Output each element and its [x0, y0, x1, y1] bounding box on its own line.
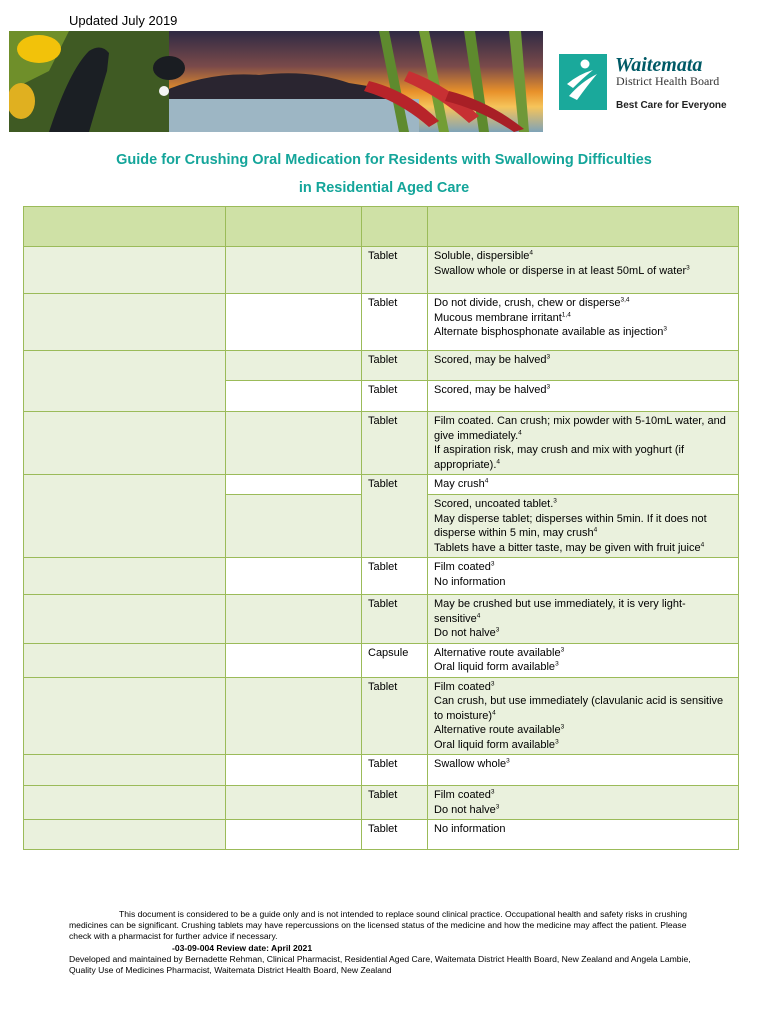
brand-cell: [226, 643, 362, 677]
note-line: [434, 723, 732, 738]
reference-superscript: 3: [490, 788, 495, 796]
dose-form-cell: Tablet: [362, 412, 428, 475]
banner-illustration: [9, 31, 543, 132]
note-text: Alternative route available: [434, 646, 561, 659]
note-line: [434, 803, 732, 818]
medication-name-cell: [24, 755, 226, 786]
header-cell: [226, 207, 362, 247]
note-line: [434, 541, 732, 556]
notes-cell: [428, 294, 739, 351]
note-line: [434, 757, 732, 772]
note-line: [434, 646, 732, 661]
note-text: If aspiration risk, may crush and mix with yoghurt (if appropriate).: [434, 444, 685, 471]
brand-cell: [226, 495, 362, 558]
medication-table: [23, 206, 739, 850]
note-line: [434, 443, 732, 472]
notes-cell: [428, 475, 739, 495]
note-text: Scored, may be halved: [434, 354, 547, 366]
logo-mark-icon: [559, 54, 607, 110]
dose-form-cell: Tablet: [362, 381, 428, 412]
note-text: Soluble, dispersible: [434, 250, 530, 262]
header-banner-image: [9, 31, 543, 132]
brand-cell: [226, 820, 362, 850]
table-row: [24, 643, 739, 677]
footer-credits: Developed and maintained by Bernadette Rehman, Clinical Pharmacist, Residential Aged Care, Waitemata District Health Board, New Zealand and Angela Lambie, Quality Use of Medicines Pharmacist, Waitemata District Health Board, New Zealand: [69, 953, 691, 976]
medication-name-cell: [24, 820, 226, 850]
footer-disclaimer: This document is considered to be a guide only and is not intended to replace sound clinical practice. Occupational health and safety risks in crushing medicines can be significant. Crushing tablets may have repercussions on the licensed status of the medicine and how the medicine may affect the patient. Please check with a pharmacist for further advice if necessary.: [69, 909, 687, 942]
notes-cell: [428, 643, 739, 677]
note-text: Oral liquid form available: [434, 661, 556, 673]
dose-form-cell: Tablet: [362, 786, 428, 820]
notes-cell: [428, 595, 739, 644]
note-text: Film coated: [434, 561, 491, 573]
notes-cell: [428, 381, 739, 412]
reference-superscript: 4: [496, 457, 500, 465]
table-row: [24, 412, 739, 475]
note-text: Film coated: [434, 680, 491, 693]
reference-superscript: 4: [492, 708, 496, 716]
note-text: May crush: [434, 478, 485, 490]
note-text: Do not divide, crush, chew or disperse: [434, 297, 621, 309]
note-text: Alternative route available: [434, 724, 561, 736]
note-text: May disperse tablet; disperses within 5min. If it does not disperse within 5 min, may crush: [434, 512, 707, 539]
note-line: [434, 575, 732, 590]
reference-superscript: 3: [490, 679, 495, 687]
notes-cell: [428, 247, 739, 294]
note-line: [434, 497, 732, 512]
dose-form-cell: Tablet: [362, 247, 428, 294]
reference-superscript: 3: [546, 353, 551, 361]
reference-superscript: 3: [663, 325, 667, 333]
note-text: Mucous membrane irritant: [434, 311, 562, 324]
logo-name: Waitemata: [615, 54, 703, 76]
note-line: [434, 660, 732, 675]
reference-superscript: 3: [686, 263, 690, 271]
note-line: [434, 560, 732, 575]
dose-form-cell: Capsule: [362, 643, 428, 677]
reference-superscript: 3: [560, 645, 565, 653]
notes-cell: [428, 677, 739, 755]
table-row: [24, 595, 739, 644]
medication-name-cell: [24, 643, 226, 677]
table-row: [24, 755, 739, 786]
medication-name-cell: [24, 475, 226, 558]
medication-name-cell: [24, 677, 226, 755]
note-line: [434, 296, 732, 311]
brand-cell: [226, 381, 362, 412]
note-line: [434, 788, 732, 803]
notes-cell: [428, 755, 739, 786]
note-text: No information: [434, 823, 506, 835]
notes-cell: [428, 820, 739, 850]
dose-form-cell: Tablet: [362, 755, 428, 786]
table-row: [24, 475, 739, 495]
header-cell: [24, 207, 226, 247]
reference-superscript: 4: [518, 428, 522, 436]
note-line: [434, 477, 732, 492]
reference-superscript: 4: [529, 249, 534, 257]
reference-superscript: 3: [495, 802, 500, 810]
updated-date: Updated July 2019: [69, 13, 178, 28]
medication-name-cell: [24, 412, 226, 475]
table-row: [24, 558, 739, 595]
reference-superscript: 3: [555, 737, 559, 745]
reference-superscript: 3: [546, 383, 551, 391]
table-row: [24, 677, 739, 755]
dose-form-cell: Tablet: [362, 820, 428, 850]
note-line: [434, 325, 732, 340]
reference-superscript: 3: [555, 660, 559, 668]
note-line: [434, 626, 732, 641]
notes-cell: [428, 558, 739, 595]
note-text: Scored, may be halved: [434, 384, 547, 396]
note-text: May be crushed but use immediately, it is very light-sensitive: [434, 598, 686, 625]
page-subtitle: in Residential Aged Care: [298, 180, 470, 196]
reference-superscript: 3: [506, 757, 510, 765]
notes-cell: [428, 412, 739, 475]
note-line: [434, 822, 732, 837]
note-text: Alternate bisphosphonate available as injection: [434, 326, 664, 338]
note-line: [434, 264, 732, 279]
note-text: Tablets have a bitter taste, may be given with fruit juice: [434, 541, 701, 554]
reference-superscript: 4: [484, 477, 489, 485]
reference-superscript: 4: [700, 540, 705, 548]
dose-form-cell: Tablet: [362, 475, 428, 558]
brand-cell: [226, 475, 362, 495]
note-text: Swallow whole: [434, 758, 507, 770]
brand-cell: [226, 786, 362, 820]
note-line: [434, 311, 732, 326]
note-line: [434, 738, 732, 753]
note-line: [434, 597, 732, 626]
dose-form-cell: Tablet: [362, 294, 428, 351]
note-line: [434, 353, 732, 368]
table-row: [24, 351, 739, 381]
reference-superscript: 3: [495, 626, 500, 634]
dose-form-cell: Tablet: [362, 351, 428, 381]
logo-subtitle: District Health Board: [616, 74, 720, 88]
medication-name-cell: [24, 595, 226, 644]
note-text: Do not halve: [434, 803, 496, 816]
page-title: Guide for Crushing Oral Medication for Residents with Swallowing Difficulties: [116, 152, 652, 168]
note-text: Oral liquid form available: [434, 738, 556, 751]
reference-superscript: 3,4: [620, 296, 630, 304]
note-text: Do not halve: [434, 627, 496, 639]
medication-name-cell: [24, 351, 226, 412]
reference-superscript: 3: [490, 560, 495, 568]
table-row: [24, 820, 739, 850]
brand-cell: [226, 755, 362, 786]
note-line: [434, 249, 732, 264]
dose-form-cell: Tablet: [362, 677, 428, 755]
header-cell: [362, 207, 428, 247]
footer-review-date: -03-09-004 Review date: April 2021: [172, 942, 313, 953]
table-body: [24, 247, 739, 850]
note-text: No information: [434, 575, 506, 588]
footer: [69, 909, 709, 976]
brand-cell: [226, 677, 362, 755]
brand-cell: [226, 595, 362, 644]
note-text: Film coated: [434, 789, 491, 801]
dose-form-cell: Tablet: [362, 558, 428, 595]
brand-cell: [226, 412, 362, 475]
note-line: [434, 512, 732, 541]
dhb-logo: [559, 54, 729, 114]
medication-name-cell: [24, 558, 226, 595]
dose-form-cell: Tablet: [362, 595, 428, 644]
notes-cell: [428, 495, 739, 558]
medication-name-cell: [24, 247, 226, 294]
reference-superscript: 4: [593, 526, 598, 534]
note-line: [434, 414, 732, 443]
table-row: [24, 786, 739, 820]
table-header-row: [24, 207, 739, 247]
brand-cell: [226, 294, 362, 351]
reference-superscript: 3: [560, 723, 565, 731]
table-row: [24, 247, 739, 294]
table-row: [24, 294, 739, 351]
brand-cell: [226, 558, 362, 595]
note-text: Film coated. Can crush; mix powder with 5-10mL water, and give immediately.: [434, 415, 726, 442]
reference-superscript: 1,4: [561, 310, 571, 318]
note-text: Can crush, but use immediately (clavulanic acid is sensitive to moisture): [434, 695, 724, 722]
brand-cell: [226, 351, 362, 381]
brand-cell: [226, 247, 362, 294]
logo-tagline: Best Care for Everyone: [616, 100, 727, 111]
notes-cell: [428, 351, 739, 381]
header-cell: [428, 207, 739, 247]
note-line: [434, 694, 732, 723]
medication-name-cell: [24, 786, 226, 820]
reference-superscript: 4: [476, 611, 481, 619]
note-text: Scored, uncoated tablet.: [434, 498, 554, 510]
medication-name-cell: [24, 294, 226, 351]
note-line: [434, 680, 732, 695]
reference-superscript: 3: [553, 497, 557, 505]
note-line: [434, 383, 732, 398]
notes-cell: [428, 786, 739, 820]
note-text: Swallow whole or disperse in at least 50mL of water: [434, 264, 687, 277]
